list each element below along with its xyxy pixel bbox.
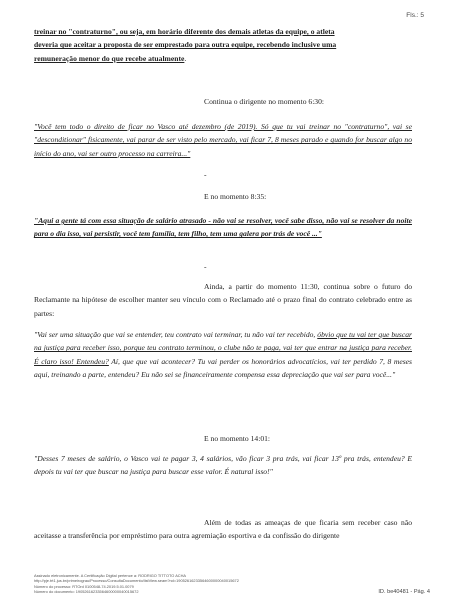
intro-text: E no momento 8:35:: [204, 192, 267, 201]
intro-text: Continua o dirigente no momento 6:30:: [204, 97, 325, 106]
paragraph-moment-1130: Ainda, a partir do momento 11:30, continua sobre o futuro do Reclamante na hipótese de escolher manter seu vínculo com o Reclamado até o prazo final do contrato celebrado entre as partes:: [34, 282, 412, 318]
intro-moment-630: [34, 95, 412, 108]
proposal-line-1: treinar no "contraturno", ou seja, em horário diferente dos demais atletas da equipe, o atleta: [34, 27, 335, 36]
intro-moment-1401: [34, 432, 412, 445]
proposal-line-2: deveria que aceitar a proposta de ser emprestado para outra equipe, recebendo inclusive uma: [34, 40, 337, 50]
document-id: ID. be40481 - Pág. 4: [378, 589, 430, 595]
quote-part-a: "Vai ser uma situação que vai se entender, teu contrato vai terminar, tu não vai ter recebido,: [34, 330, 318, 339]
proposal-period: .: [184, 53, 187, 63]
footer-signature-line: Assinado eletronicamente. A Certificação Digital pertence a: RODRIGO TITTOTO ACHA: [34, 573, 187, 578]
paragraph-threats: Além de todas as ameaças de que ficaria sem receber caso não aceitasse a transferência por empréstimo para outra agremiação esportiva e da confissão do dirigente: [34, 518, 412, 541]
signature-footer: [34, 573, 414, 594]
footer-process-number: Número do processo: RTOrd 0100548-74.2019.5.01.0079: [34, 583, 134, 589]
footer-url-line[interactable]: http://pje.trt1.jus.br/primeirograu/Processo/ConsultaDocumento/listView.seam?nd=19052616233564600000040015672: [34, 578, 239, 584]
intro-moment-835: [34, 190, 412, 203]
quote-moment-835: "Aqui a gente tá com essa situação de salário atrasado - não vai se resolver, você sabe disso, não vai se resolver da noite para o dia isso, vai persistir, você tem família, tem filho, tem uma galera por trás de você ...": [34, 216, 412, 239]
quote-part-c: Aí, que que vai acontecer? Tu vai perder os honorários advocatícios, vai ter perdido 7, 8 meses aqui, treinando a parte, entendeu? Eu não sei se financeiramente compensa essa depreciação que vai ser para você...": [34, 356, 412, 380]
proposal-line-3: remuneração menor do que recebe atualmente: [34, 53, 185, 63]
dash-separator: -: [204, 170, 207, 179]
quote-part-b: óbvio que tu vai ter que buscar na justiça para receber isso, porque teu contrato terminou, o clube não te paga, vai ter que entrar na justiça para receber. É claro isso! Entendeu?: [34, 330, 412, 366]
page-mark: Fls.: 5: [406, 12, 424, 19]
intro-text: E no momento 14:01:: [204, 434, 271, 443]
quote-moment-630: "Você tem todo o direito de ficar no Vasco até dezembro (de 2019). Só que tu vai treinar no "contraturno", vai se "desconditionar" fisicamente, vai parar de ser visto pelo mercado, vai ficar 7, 8 meses parado e quando for buscar algo no início do ano, vai ser outro processo na carreira...": [34, 122, 412, 158]
paragraph-proposal: [34, 25, 412, 65]
quote-moment-1130: [34, 328, 412, 382]
quote-moment-1401: "Desses 7 meses de salário, o Vasco vai te pagar 3, 4 salários, vão ficar 3 pra trás, vai ficar 13º pra trás, entendeu? E depois tu vai ter que buscar na justiça para buscar esse valor. É natural isso!": [34, 454, 412, 477]
dash-separator: -: [204, 262, 207, 271]
footer-document-number: Número do documento: 19052616233564600000040015672: [34, 588, 139, 594]
